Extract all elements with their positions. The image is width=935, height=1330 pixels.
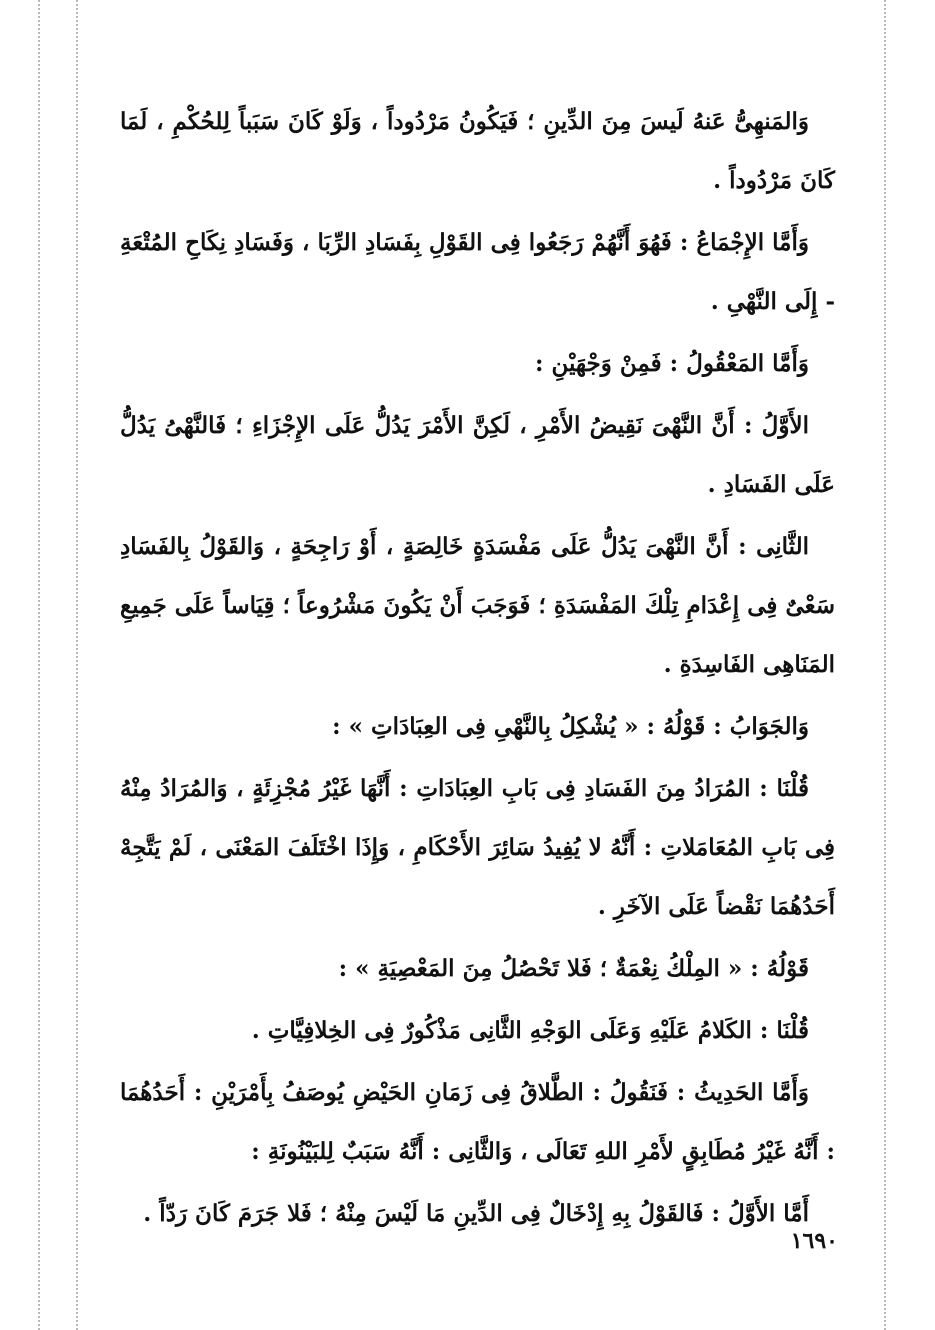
body-text (120, 92, 835, 1243)
paragraph: وَالمَنهِىُّ عَنهُ لَيسَ مِنَ الدِّينِ ؛ فَيَكُونُ مَرْدُوداً ، وَلَوْ كَانَ سَبَباً لِلحُكْمِ ، لَمَا كَانَ مَرْدُوداً . (120, 108, 835, 194)
paragraph: الأَوَّلُ : أَنَّ النَّهْىَ نَقِيضُ الأَمْرِ ، لَكِنَّ الأَمْرَ يَدُلُّ عَلَى الإِجْزَاءِ ؛ فَالنَّهْىُ يَدُلُّ عَلَى الفَسَادِ . (120, 412, 835, 498)
scan-margin-guide (76, 0, 78, 1330)
paragraph: الثَّانِى : أَنَّ النَّهْىَ يَدُلُّ عَلَى مَفْسَدَةٍ خَالِصَةٍ ، أَوْ رَاجِحَةٍ ، وَالقَوْلُ بِالفَسَادِ سَعْىٌ فِى إِعْدَامِ تِلْكَ المَفْسَدَةِ ؛ فَوَجَبَ أَنْ يَكُونَ مَشْرُوعاً ؛ قِيَاساً عَلَى جَمِيعِ المَنَاهِى الفَاسِدَةِ . (120, 533, 835, 678)
paragraph: أَمَّا الأَوَّلُ : فَالقَوْلُ بِهِ إِدْخَالٌ فِى الدِّينِ مَا لَيْسَ مِنْهُ ؛ فَلا جَرَمَ كَانَ رَدّاً . (143, 1200, 809, 1227)
paragraph: وَالجَوَابُ : قَوْلُهُ : « يُشْكِلُ بِالنَّهْىِ فِى العِبَادَاتِ » : (332, 713, 809, 740)
paragraph: قَوْلُهُ : « المِلْكُ نِعْمَةٌ ؛ فَلا تَحْصُلُ مِنَ المَعْصِيَةِ » : (338, 955, 809, 982)
paragraph: وَأَمَّا المَعْقُولُ : فَمِنْ وَجْهَيْنِ : (534, 350, 809, 377)
paragraph: وَأَمَّا الإِجْمَاعُ : فَهُوَ أَنَّهُمْ رَجَعُوا فِى القَوْلِ بِفَسَادِ الرِّبَا ، وَفَسَادِ نِكَاحِ المُتْعَةِ - إِلَى النَّهْىِ . (120, 229, 835, 315)
page-number: ١٦٩٠ (790, 1228, 838, 1254)
paragraph: قُلْنَا : الكَلامُ عَلَيْهِ وَعَلَى الوَجْهِ الثَّانِى مَذْكُورٌ فِى الخِلافِيَّاتِ . (251, 1017, 809, 1044)
scan-margin-guide (38, 0, 40, 1330)
scan-margin-guide (884, 0, 886, 1330)
paragraph: وَأَمَّا الحَدِيثُ : فَنَقُولُ : الطَّلاقُ فِى زَمَانِ الحَيْضِ يُوصَفُ بِأَمْرَيْنِ : أَحَدُهُمَا : أَنَّهُ غَيْرُ مُطَابِقٍ لأَمْرِ اللهِ تَعَالَى ، وَالثَّانِى : أَنَّهُ سَبَبٌ لِلبَيْنُونَةِ : (120, 1079, 835, 1165)
paragraph: قُلْنَا : المُرَادُ مِنَ الفَسَادِ فِى بَابِ العِبَادَاتِ : أَنَّهَا غَيْرُ مُجْزِئَةٍ ، وَالمُرَادُ مِنْهُ فِى بَابِ المُعَامَلاتِ : أَنَّهُ لا يُفِيدُ سَائِرَ الأَحْكَامِ ، وَإِذَا اخْتَلَفَ المَعْنَى ، لَمْ يَتَّجِهْ أَحَدُهُمَا نَقْضاً عَلَى الآخَرِ . (120, 775, 835, 920)
